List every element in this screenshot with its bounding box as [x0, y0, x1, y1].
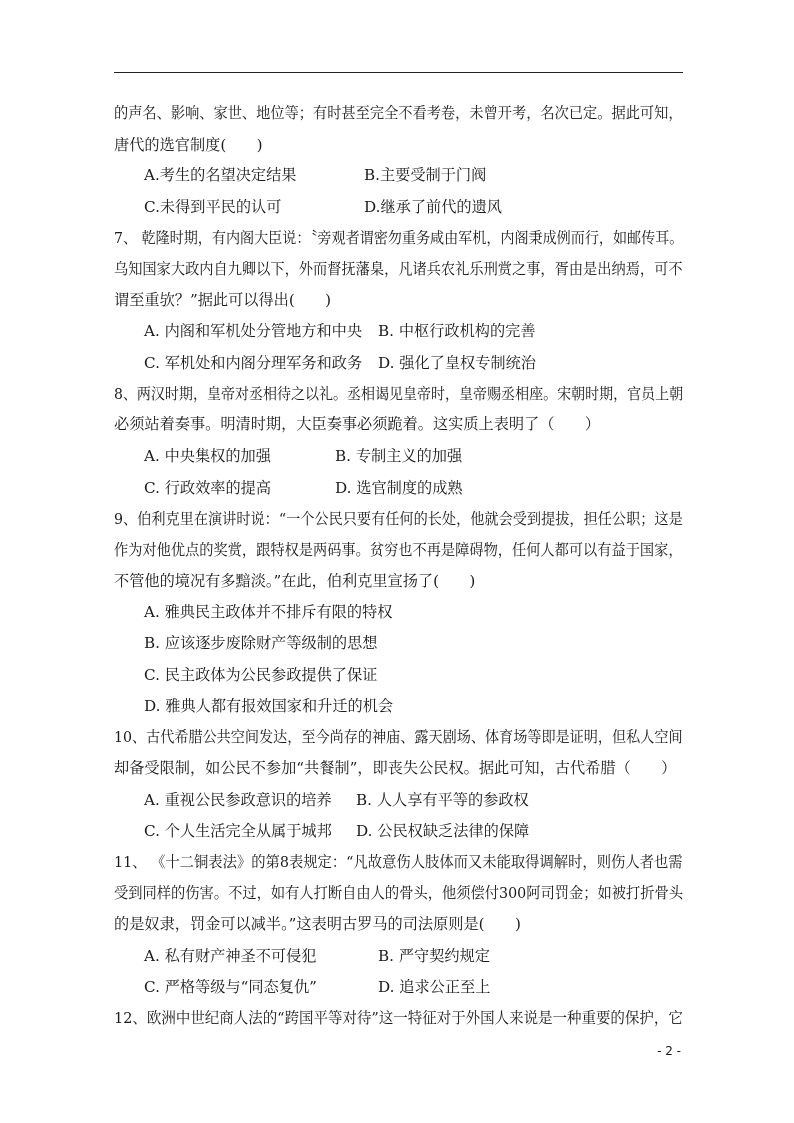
q8-option-c: C. 行政效率的提高 — [144, 479, 272, 497]
q7-option-a: A. 内阁和军机处分管地方和中央 — [144, 322, 363, 340]
q11-option-b: B. 严守契约规定 — [378, 947, 490, 965]
q9-option-c: C. 民主政体为公民参政提供了保证 — [144, 666, 378, 684]
q6-option-b: B.主要受制于门阀 — [364, 166, 487, 184]
q7-line-2: 乌知国家大政内自九卿以下，外而督抚藩臬，凡诸兵农礼乐刑赏之事，胥由是出纳焉，可不 — [114, 260, 683, 278]
q10-line-1: 10、古代希腊公共空间发达，至今尚存的神庙、露天剧场、体育场等即是证明，但私人空间 — [114, 728, 683, 746]
q8-line-1: 8、两汉时期，皇帝对丞相待之以礼。丞相谒见皇帝时，皇帝赐丞相座。宋朝时期，官员上朝 — [114, 385, 684, 403]
q9-option-d: D. 雅典人都有报效国家和升迁的机会 — [144, 697, 394, 715]
q11-line-3: 的是奴隶，罚金可以减半。”这表明古罗马的司法原则是( ) — [114, 915, 521, 933]
q6-option-c: C.未得到平民的认可 — [144, 198, 282, 216]
q6-option-d: D.继承了前代的遗风 — [364, 198, 502, 216]
q7-option-d: D. 强化了皇权专制统治 — [378, 354, 536, 372]
q11-option-d: D. 追求公正至上 — [378, 978, 491, 996]
q8-option-b: B. 专制主义的加强 — [335, 447, 463, 465]
q10-option-b: B. 人人享有平等的参政权 — [356, 791, 529, 809]
q8-line-2: 必须站着奏事。明清时期，大臣奏事必须跪着。这实质上表明了（ ） — [114, 415, 600, 433]
q8-option-a: A. 中央集权的加强 — [144, 447, 271, 465]
q11-option-a: A. 私有财产神圣不可侵犯 — [144, 947, 317, 965]
q9-line-1: 9、伯利克里在演讲时说：“一个公民只要有任何的长处，他就会受到提拔，担任公职；这是 — [114, 510, 683, 528]
q6-line-2: 唐代的选官制度( ) — [114, 136, 263, 154]
page-number: - 2 - — [657, 1044, 681, 1058]
q10-option-c: C. 个人生活完全从属于城邦 — [144, 822, 332, 840]
q9-option-b: B. 应该逐步废除财产等级制的思想 — [144, 634, 378, 652]
q12-line-1: 12、欧洲中世纪商人法的“跨国平等对待”这一特征对于外国人来说是一种重要的保护，它 — [114, 1009, 683, 1027]
q9-option-a: A. 雅典民主政体并不排斥有限的特权 — [144, 603, 393, 621]
q8-option-d: D. 选官制度的成熟 — [335, 479, 463, 497]
q11-line-2: 受到同样的伤害。不过，如有人打断自由人的骨头，他须偿付300阿司罚金；如被打折骨头 — [114, 884, 684, 902]
q10-line-2: 却备受限制，如公民不参加“共餐制”，即丧失公民权。据此可知，古代希腊（ ） — [114, 759, 677, 777]
q9-line-3: 不管他的境况有多黯淡。”在此，伯利克里宣扬了( ) — [114, 572, 476, 590]
q11-option-c: C. 严格等级与“同态复仇” — [144, 978, 317, 996]
q7-line-3: 谓至重欤？”据此可以得出( ) — [114, 291, 332, 309]
q9-line-2: 作为对他优点的奖赏，跟特权是两码事。贫穷也不再是障碍物，任何人都可以有益于国家， — [114, 541, 683, 559]
q7-line-1: 7、 乾隆时期，有内阁大臣说：〝旁观者谓密勿重务咸由军机，内阁秉成例而行，如邮传耳。 — [114, 229, 684, 247]
q7-option-c: C. 军机处和内阁分理军务和政务 — [144, 354, 363, 372]
header-rule — [114, 72, 683, 73]
q6-option-a: A.考生的名望决定结果 — [144, 166, 297, 184]
q11-line-1: 11、 《十二铜表法》的第8表规定：“凡故意伤人肢体而又未能取得调解时，则伤人者也需 — [114, 853, 683, 871]
q6-line-1: 的声名、影响、家世、地位等；有时甚至完全不看考卷，未曾开考，名次已定。据此可知， — [114, 104, 683, 122]
q10-option-a: A. 重视公民参政意识的培养 — [144, 791, 332, 809]
q7-option-b: B. 中枢行政机构的完善 — [378, 322, 536, 340]
q10-option-d: D. 公民权缺乏法律的保障 — [356, 822, 530, 840]
